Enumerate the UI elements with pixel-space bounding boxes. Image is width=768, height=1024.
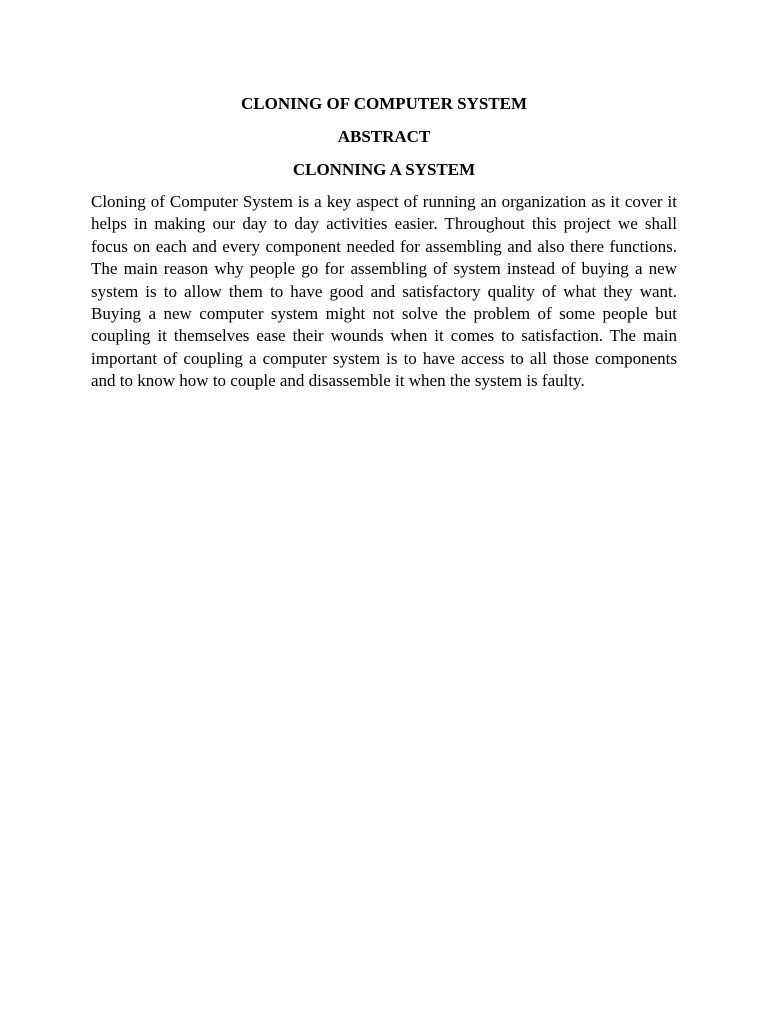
abstract-heading: ABSTRACT <box>337 127 431 146</box>
abstract-paragraph: Cloning of Computer System is a key aspect of running an organization as it cover it helps in making our day to day activities easier. Throughout this project we shall focus on each and every component needed for assembling and also there functions. The main reason why people go for assembling of system instead of buying a new system is to allow them to have good and satisfactory quality of what they want. Buying a new computer system might not solve the problem of some people but coupling it themselves ease their wounds when it comes to satisfaction. The main important of coupling a computer system is to have access to all those components and to know how to couple and disassemble it when the system is faulty. <box>91 192 677 391</box>
document-title: CLONING OF COMPUTER SYSTEM <box>240 94 528 113</box>
subheading: CLONNING A SYSTEM <box>292 160 476 179</box>
